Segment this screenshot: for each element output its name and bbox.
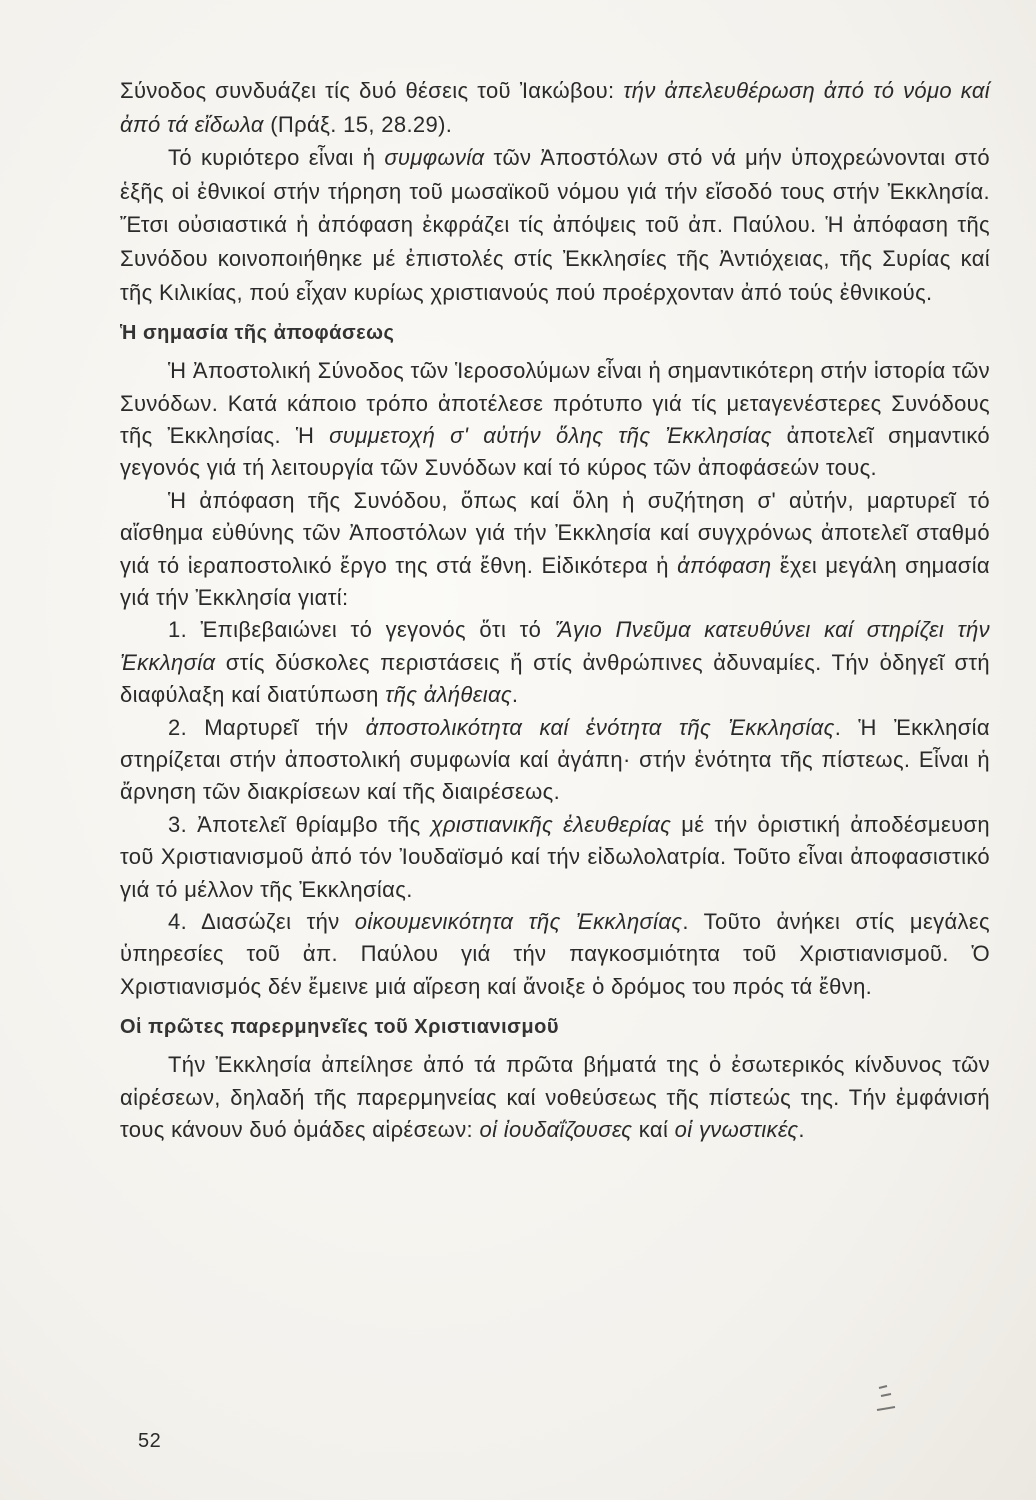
- body-text: [120, 74, 990, 1147]
- list-item-4: 4. Διασώζει τήν οἰκουμενικότητα τῆς Ἐκκλησίας. Τοῦτο ἀνήκει στίς μεγάλες ὑπηρεσίες τοῦ ἀπ. Παύλου γιά τήν παγκοσμιότητα τοῦ Χριστιανισμοῦ. Ὁ Χριστιανισμός δέν ἔμεινε μιά αἵρεση καί ἄνοιξε ὁ δρόμος του πρός τά ἔθνη.: [120, 909, 990, 999]
- list-item-2: 2. Μαρτυρεῖ τήν ἀποστολικότητα καί ἑνότητα τῆς Ἐκκλησίας. Ἡ Ἐκκλησία στηρίζεται στήν ἀποστολική συμφωνία καί ἀγάπη· στήν ἑνότητα τῆς πίστεως. Εἶναι ἡ ἄρνηση τῶν διακρίσεων καί τῆς διαιρέσεως.: [120, 714, 990, 805]
- paragraph-heresies: Τήν Ἐκκλησία ἀπείλησε ἀπό τά πρῶτα βήματά της ὁ ἐσωτερικός κίνδυνος τῶν αἱρέσεων, δηλαδή τῆς παρερμηνείας καί νοθεύσεως τῆς πίστεώς της. Τήν ἐμφάνισή τους κάνουν δυό ὁμάδες αἱρέσεων: οἱ ἰουδαΐζουσες καί οἱ γνωστικές.: [120, 1052, 990, 1143]
- section-heading-misinterpretations: Οἱ πρῶτες παρερμηνεῖες τοῦ Χριστιανισμοῦ: [120, 1016, 559, 1039]
- paragraph-decision: Ἡ ἀπόφαση τῆς Συνόδου, ὅπως καί ὅλη ἡ συζήτηση σ' αὐτήν, μαρτυρεῖ τό αἴσθημα εὐθύνης τῶν Ἀποστόλων γιά τήν Ἐκκλησία καί συγχρόνως ἀποτελεῖ σταθμό γιά τό ἱεραποστολικό ἔργο της στά ἔθνη. Εἰδικότερα ἡ ἀπόφαση ἔχει μεγάλη σημασία γιά τήν Ἐκκλησία γιατί:: [120, 487, 990, 610]
- paragraph-agreement: Τό κυριότερο εἶναι ἡ συμφωνία τῶν Ἀποστόλων στό νά μήν ὑποχρεώνονται στό ἑξῆς οἱ ἐθνικοί στήν τήρηση τοῦ μωσαϊκοῦ νόμου γιά τήν εἴσοδό τους στήν Ἐκκλησία. Ἔτσι οὐσιαστικά ἡ ἀπόφαση ἐκφράζει τίς ἀπόψεις τοῦ ἀπ. Παύλου. Ἡ ἀπόφαση τῆς Συνόδου κοινοποιήθηκε μέ ἐπιστολές στίς Ἐκκλησίες τῆς Ἀντιόχειας, τῆς Συρίας καί τῆς Κιλικίας, πού εἶχαν κυρίως χριστιανούς πού προέρχονταν ἀπό τούς ἐθνικούς.: [120, 145, 990, 305]
- paragraph-significance: Ἡ Ἀποστολική Σύνοδος τῶν Ἱεροσολύμων εἶναι ἡ σημαντικότερη στήν ἱστορία τῶν Συνόδων. Κατά κάποιο τρόπο ἀποτέλεσε πρότυπο γιά τίς μεταγενέστερες Συνόδους τῆς Ἐκκλησίας. Ἡ συμμετοχή σ' αὐτήν ὅλης τῆς Ἐκκλησίας ἀποτελεῖ σημαντικό γεγονός γιά τή λειτουργία τῶν Συνόδων καί τό κύρος τῶν ἀποφάσεών τους.: [120, 358, 990, 481]
- ink-smudge-icon: [873, 1380, 901, 1420]
- page-number: 52: [138, 1430, 162, 1452]
- paragraph-intro: Σύνοδος συνδυάζει τίς δυό θέσεις τοῦ Ἰακώβου: τήν ἀπελευθέρωση ἀπό τό νόμο καί ἀπό τά εἴδωλα (Πράξ. 15, 28.29).: [120, 78, 990, 137]
- section-heading-significance: Ἡ σημασία τῆς ἀποφάσεως: [120, 322, 395, 345]
- list-item-1: 1. Ἐπιβεβαιώνει τό γεγονός ὅτι τό Ἅγιο Πνεῦμα κατευθύνει καί στηρίζει τήν Ἐκκλησία στίς δύσκολες περιστάσεις ἤ στίς ἀνθρώπινες ἀδυναμίες. Τήν ὁδηγεῖ στή διαφύλαξη καί διατύπωση τῆς ἀλήθειας.: [120, 617, 991, 708]
- list-item-3: 3. Ἀποτελεῖ θρίαμβο τῆς χριστιανικῆς ἐλευθερίας μέ τήν ὁριστική ἀποδέσμευση τοῦ Χριστιανισμοῦ ἀπό τόν Ἰουδαϊσμό καί τήν εἰδωλολατρία. Τοῦτο εἶναι ἀποφασιστικό γιά τό μέλλον τῆς Ἐκκλησίας.: [120, 811, 990, 902]
